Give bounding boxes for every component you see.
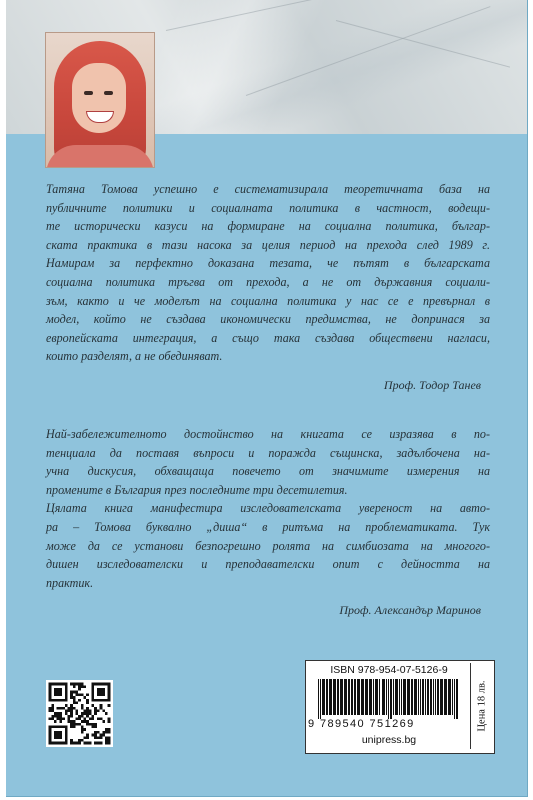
author-photo (45, 32, 155, 168)
barcode-icon (318, 679, 460, 719)
isbn-number: ISBN 978-954-07-5126-9 (330, 664, 448, 676)
review-1-text (46, 180, 490, 366)
review-line: дишен изследователски и преподавателски опит с дейността на (46, 557, 490, 572)
review-line: може да се установи безпогрешно ролята на симбиозата на многого- (46, 538, 490, 553)
publisher-site: unipress.bg (361, 734, 417, 746)
review-line: те исторически казуси на формиране на социална политика, българ- (46, 219, 490, 234)
review-line: които разделят, а не обединяват. (46, 349, 223, 364)
review-line: зъм, както и че моделът на социална политика у нас се е превърнал в (46, 293, 490, 308)
review-line: европейската интеграция, а също така създава обществени нагласи, (46, 330, 490, 345)
review-line: Татяна Томова успешно е систематизирала теоретичната база на (46, 182, 490, 196)
barcode-panel (305, 660, 495, 754)
review-line: промените в България през последните три десетилетия. (46, 482, 348, 497)
review-line: социална политика тръгва от прехода, а не от държавния социали- (46, 274, 490, 289)
review-2-text (46, 425, 490, 592)
review-line: Цялата книга манифестира изследователската увереност на авто- (46, 501, 490, 516)
marble-vein (336, 20, 510, 68)
review-line: ската практика в тази насока за целия период на прехода след 1989 г. (46, 237, 490, 252)
qr-code-icon (46, 680, 113, 747)
review-1-signature: Проф. Тодор Танев (383, 378, 481, 392)
review-line: тенциала да поставя въпроси и поражда същинска, задълбочена на- (46, 445, 490, 460)
review-line: модел, който не създава икономически предимства, не допринася за (46, 312, 490, 327)
review-line: учна дискусия, обхващаща повечето от значимите измерения на (46, 464, 490, 479)
barcode-digits: 9 789540 751269 (308, 718, 415, 730)
review-line: Най-забележителното достойнство на книгата се изразява в по- (46, 427, 490, 441)
marble-vein (166, 0, 381, 31)
back-cover (6, 0, 528, 797)
price-label: Цена 18 лв. (470, 663, 493, 749)
review-2-signature: Проф. Александър Маринов (339, 603, 481, 617)
review-line: Намирам за перфектно доказана тезата, че пътят в българската (46, 256, 490, 271)
review-line: ра – Томова буквално „диша“ в ритъма на проблематиката. Тук (46, 519, 490, 534)
review-line: публичните политики и социалната политика в частност, водещи- (46, 200, 490, 215)
review-line: практик. (46, 575, 94, 590)
